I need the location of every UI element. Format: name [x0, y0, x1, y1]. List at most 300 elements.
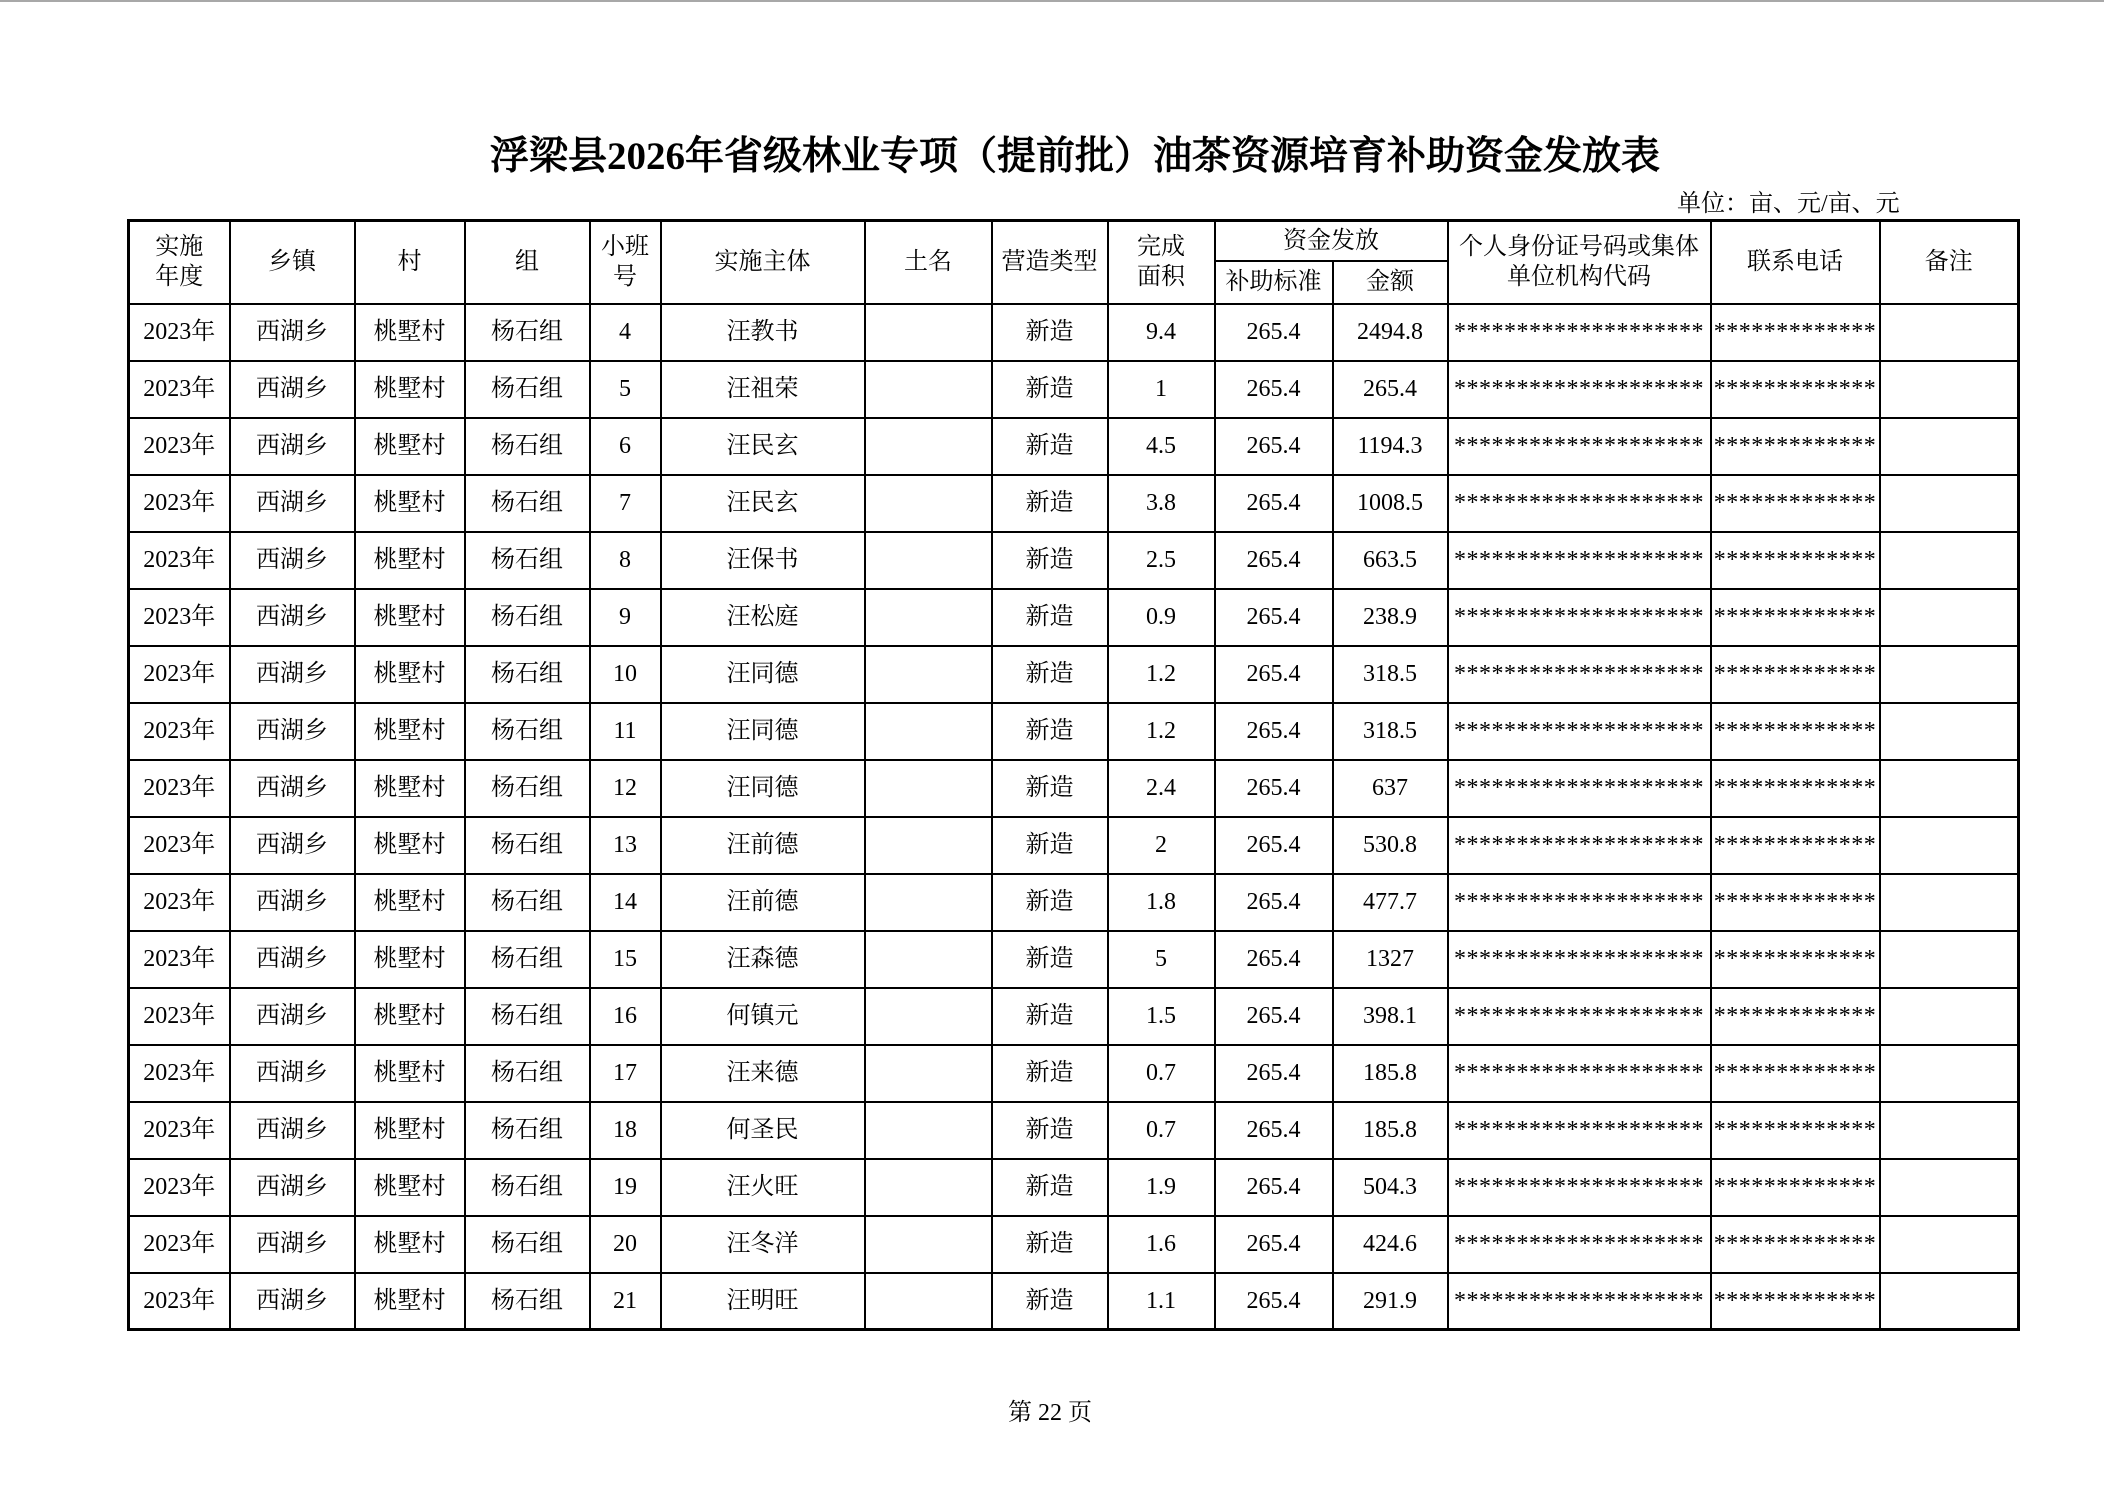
- cell-entity: 汪同德: [661, 646, 865, 703]
- cell-remark: [1880, 1045, 2019, 1102]
- cell-id-code: ********************: [1448, 1216, 1711, 1273]
- cell-standard: 265.4: [1215, 646, 1333, 703]
- cell-id-code: ********************: [1448, 532, 1711, 589]
- cell-entity: 汪民玄: [661, 475, 865, 532]
- cell-local-name: [865, 1159, 992, 1216]
- cell-year: 2023年: [129, 1273, 230, 1330]
- cell-entity: 汪同德: [661, 760, 865, 817]
- cell-group: 杨石组: [465, 1045, 590, 1102]
- cell-year: 2023年: [129, 646, 230, 703]
- cell-remark: [1880, 589, 2019, 646]
- cell-phone: *************: [1711, 532, 1880, 589]
- cell-year: 2023年: [129, 874, 230, 931]
- header-area-line: 完成: [1137, 234, 1185, 261]
- header-phone: 联系电话: [1711, 221, 1880, 304]
- cell-phone: *************: [1711, 361, 1880, 418]
- cell-type: 新造: [992, 874, 1108, 931]
- cell-amount: 530.8: [1333, 817, 1448, 874]
- cell-remark: [1880, 475, 2019, 532]
- cell-town: 西湖乡: [230, 703, 355, 760]
- cell-town: 西湖乡: [230, 304, 355, 361]
- cell-entity: 汪教书: [661, 304, 865, 361]
- header-group: 组: [465, 221, 590, 304]
- cell-id-code: ********************: [1448, 361, 1711, 418]
- header-year-line: 实施: [155, 234, 204, 261]
- cell-remark: [1880, 988, 2019, 1045]
- cell-entity: 汪保书: [661, 532, 865, 589]
- cell-village: 桃墅村: [355, 304, 465, 361]
- cell-year: 2023年: [129, 418, 230, 475]
- cell-entity: 何镇元: [661, 988, 865, 1045]
- cell-village: 桃墅村: [355, 1273, 465, 1330]
- table-row: [129, 931, 2019, 988]
- cell-standard: 265.4: [1215, 760, 1333, 817]
- cell-entity: 汪同德: [661, 703, 865, 760]
- cell-village: 桃墅村: [355, 589, 465, 646]
- cell-id-code: ********************: [1448, 646, 1711, 703]
- cell-village: 桃墅村: [355, 760, 465, 817]
- cell-plot: 9: [590, 589, 661, 646]
- cell-type: 新造: [992, 817, 1108, 874]
- cell-village: 桃墅村: [355, 988, 465, 1045]
- cell-group: 杨石组: [465, 874, 590, 931]
- cell-local-name: [865, 760, 992, 817]
- cell-type: 新造: [992, 532, 1108, 589]
- table-row: [129, 1045, 2019, 1102]
- cell-entity: 何圣民: [661, 1102, 865, 1159]
- cell-amount: 185.8: [1333, 1102, 1448, 1159]
- table-row: [129, 361, 2019, 418]
- cell-amount: 663.5: [1333, 532, 1448, 589]
- cell-year: 2023年: [129, 931, 230, 988]
- cell-remark: [1880, 703, 2019, 760]
- cell-village: 桃墅村: [355, 1159, 465, 1216]
- cell-group: 杨石组: [465, 646, 590, 703]
- cell-town: 西湖乡: [230, 532, 355, 589]
- table-row: [129, 646, 2019, 703]
- cell-entity: 汪明旺: [661, 1273, 865, 1330]
- cell-entity: 汪民玄: [661, 418, 865, 475]
- cell-plot: 13: [590, 817, 661, 874]
- cell-area: 1.8: [1108, 874, 1215, 931]
- cell-year: 2023年: [129, 361, 230, 418]
- cell-phone: *************: [1711, 988, 1880, 1045]
- cell-phone: *************: [1711, 1273, 1880, 1330]
- cell-remark: [1880, 361, 2019, 418]
- table-row: [129, 1216, 2019, 1273]
- cell-standard: 265.4: [1215, 874, 1333, 931]
- cell-remark: [1880, 304, 2019, 361]
- cell-town: 西湖乡: [230, 646, 355, 703]
- page-number: 第 22 页: [1008, 1400, 1092, 1426]
- cell-type: 新造: [992, 589, 1108, 646]
- cell-town: 西湖乡: [230, 817, 355, 874]
- cell-area: 2: [1108, 817, 1215, 874]
- cell-village: 桃墅村: [355, 1216, 465, 1273]
- cell-group: 杨石组: [465, 1273, 590, 1330]
- cell-amount: 637: [1333, 760, 1448, 817]
- header-village: 村: [355, 221, 465, 304]
- cell-plot: 6: [590, 418, 661, 475]
- cell-year: 2023年: [129, 1216, 230, 1273]
- cell-group: 杨石组: [465, 475, 590, 532]
- cell-town: 西湖乡: [230, 1159, 355, 1216]
- cell-remark: [1880, 532, 2019, 589]
- cell-plot: 8: [590, 532, 661, 589]
- cell-amount: 265.4: [1333, 361, 1448, 418]
- cell-area: 0.7: [1108, 1102, 1215, 1159]
- cell-local-name: [865, 589, 992, 646]
- cell-town: 西湖乡: [230, 1216, 355, 1273]
- cell-area: 1.6: [1108, 1216, 1215, 1273]
- header-plot: [590, 221, 661, 304]
- cell-type: 新造: [992, 1216, 1108, 1273]
- table-row: [129, 760, 2019, 817]
- table-header: [129, 221, 2019, 304]
- cell-type: 新造: [992, 1102, 1108, 1159]
- cell-plot: 7: [590, 475, 661, 532]
- cell-remark: [1880, 760, 2019, 817]
- cell-standard: 265.4: [1215, 418, 1333, 475]
- cell-year: 2023年: [129, 760, 230, 817]
- cell-group: 杨石组: [465, 988, 590, 1045]
- cell-village: 桃墅村: [355, 1045, 465, 1102]
- header-year: [129, 221, 230, 304]
- cell-plot: 20: [590, 1216, 661, 1273]
- cell-village: 桃墅村: [355, 1102, 465, 1159]
- header-standard: 补助标准: [1215, 261, 1333, 304]
- table-row: [129, 589, 2019, 646]
- cell-town: 西湖乡: [230, 988, 355, 1045]
- cell-town: 西湖乡: [230, 1273, 355, 1330]
- cell-local-name: [865, 1102, 992, 1159]
- cell-amount: 1008.5: [1333, 475, 1448, 532]
- cell-group: 杨石组: [465, 532, 590, 589]
- header-entity: 实施主体: [661, 221, 865, 304]
- cell-local-name: [865, 817, 992, 874]
- cell-phone: *************: [1711, 1159, 1880, 1216]
- page-edge-line: [0, 0, 2104, 2]
- cell-amount: 398.1: [1333, 988, 1448, 1045]
- cell-area: 1.2: [1108, 646, 1215, 703]
- subsidy-table: [127, 219, 2020, 1331]
- cell-phone: *************: [1711, 1045, 1880, 1102]
- cell-plot: 5: [590, 361, 661, 418]
- cell-area: 0.7: [1108, 1045, 1215, 1102]
- table-row: [129, 304, 2019, 361]
- cell-year: 2023年: [129, 475, 230, 532]
- cell-area: 1.5: [1108, 988, 1215, 1045]
- cell-amount: 1194.3: [1333, 418, 1448, 475]
- header-id-code-line: 个人身份证号码或集体: [1459, 234, 1699, 261]
- cell-plot: 11: [590, 703, 661, 760]
- cell-amount: 1327: [1333, 931, 1448, 988]
- cell-standard: 265.4: [1215, 1102, 1333, 1159]
- header-plot-line: 小班: [601, 234, 649, 261]
- cell-remark: [1880, 1273, 2019, 1330]
- cell-type: 新造: [992, 361, 1108, 418]
- cell-year: 2023年: [129, 1102, 230, 1159]
- cell-plot: 19: [590, 1159, 661, 1216]
- header-id-code-line: 单位机构代码: [1507, 264, 1651, 291]
- cell-type: 新造: [992, 646, 1108, 703]
- cell-type: 新造: [992, 304, 1108, 361]
- cell-type: 新造: [992, 703, 1108, 760]
- cell-id-code: ********************: [1448, 418, 1711, 475]
- cell-plot: 18: [590, 1102, 661, 1159]
- cell-local-name: [865, 418, 992, 475]
- table-row: [129, 532, 2019, 589]
- cell-local-name: [865, 1045, 992, 1102]
- cell-id-code: ********************: [1448, 931, 1711, 988]
- cell-year: 2023年: [129, 1045, 230, 1102]
- cell-village: 桃墅村: [355, 703, 465, 760]
- cell-id-code: ********************: [1448, 1102, 1711, 1159]
- cell-remark: [1880, 1216, 2019, 1273]
- cell-village: 桃墅村: [355, 418, 465, 475]
- cell-entity: 汪森德: [661, 931, 865, 988]
- cell-type: 新造: [992, 1273, 1108, 1330]
- cell-type: 新造: [992, 1045, 1108, 1102]
- cell-standard: 265.4: [1215, 1216, 1333, 1273]
- cell-phone: *************: [1711, 646, 1880, 703]
- unit-label: 单位：亩、元/亩、元: [1677, 191, 1900, 217]
- cell-standard: 265.4: [1215, 1273, 1333, 1330]
- cell-area: 1.1: [1108, 1273, 1215, 1330]
- cell-remark: [1880, 817, 2019, 874]
- cell-area: 3.8: [1108, 475, 1215, 532]
- cell-year: 2023年: [129, 304, 230, 361]
- cell-amount: 2494.8: [1333, 304, 1448, 361]
- cell-id-code: ********************: [1448, 874, 1711, 931]
- cell-group: 杨石组: [465, 304, 590, 361]
- cell-entity: 汪火旺: [661, 1159, 865, 1216]
- header-id-code: [1448, 221, 1711, 304]
- cell-type: 新造: [992, 1159, 1108, 1216]
- cell-id-code: ********************: [1448, 817, 1711, 874]
- cell-id-code: ********************: [1448, 475, 1711, 532]
- cell-village: 桃墅村: [355, 532, 465, 589]
- cell-local-name: [865, 361, 992, 418]
- cell-plot: 16: [590, 988, 661, 1045]
- cell-plot: 10: [590, 646, 661, 703]
- cell-year: 2023年: [129, 817, 230, 874]
- cell-standard: 265.4: [1215, 589, 1333, 646]
- cell-amount: 318.5: [1333, 703, 1448, 760]
- cell-phone: *************: [1711, 931, 1880, 988]
- cell-plot: 12: [590, 760, 661, 817]
- header-funds: 资金发放: [1215, 221, 1448, 261]
- table-row: [129, 988, 2019, 1045]
- cell-id-code: ********************: [1448, 703, 1711, 760]
- cell-remark: [1880, 1102, 2019, 1159]
- table-row: [129, 817, 2019, 874]
- cell-area: 2.5: [1108, 532, 1215, 589]
- cell-year: 2023年: [129, 532, 230, 589]
- cell-local-name: [865, 703, 992, 760]
- cell-standard: 265.4: [1215, 1159, 1333, 1216]
- cell-village: 桃墅村: [355, 817, 465, 874]
- cell-remark: [1880, 874, 2019, 931]
- cell-standard: 265.4: [1215, 361, 1333, 418]
- cell-group: 杨石组: [465, 418, 590, 475]
- cell-phone: *************: [1711, 418, 1880, 475]
- cell-id-code: ********************: [1448, 1159, 1711, 1216]
- cell-standard: 265.4: [1215, 1045, 1333, 1102]
- cell-type: 新造: [992, 760, 1108, 817]
- cell-amount: 318.5: [1333, 646, 1448, 703]
- cell-id-code: ********************: [1448, 589, 1711, 646]
- cell-standard: 265.4: [1215, 532, 1333, 589]
- cell-plot: 15: [590, 931, 661, 988]
- cell-group: 杨石组: [465, 1159, 590, 1216]
- cell-town: 西湖乡: [230, 1045, 355, 1102]
- cell-id-code: ********************: [1448, 304, 1711, 361]
- table-row: [129, 475, 2019, 532]
- cell-town: 西湖乡: [230, 874, 355, 931]
- cell-entity: 汪前德: [661, 874, 865, 931]
- cell-group: 杨石组: [465, 361, 590, 418]
- cell-entity: 汪前德: [661, 817, 865, 874]
- header-remark: 备注: [1880, 221, 2019, 304]
- cell-plot: 4: [590, 304, 661, 361]
- cell-remark: [1880, 418, 2019, 475]
- cell-entity: 汪来德: [661, 1045, 865, 1102]
- cell-town: 西湖乡: [230, 760, 355, 817]
- cell-group: 杨石组: [465, 1216, 590, 1273]
- cell-plot: 17: [590, 1045, 661, 1102]
- cell-standard: 265.4: [1215, 703, 1333, 760]
- cell-town: 西湖乡: [230, 361, 355, 418]
- cell-id-code: ********************: [1448, 988, 1711, 1045]
- header-year-line: 年度: [155, 264, 204, 291]
- cell-group: 杨石组: [465, 931, 590, 988]
- header-row: [129, 221, 2019, 261]
- header-area: [1108, 221, 1215, 304]
- cell-local-name: [865, 931, 992, 988]
- cell-id-code: ********************: [1448, 1273, 1711, 1330]
- table-row: [129, 1102, 2019, 1159]
- cell-phone: *************: [1711, 817, 1880, 874]
- cell-local-name: [865, 532, 992, 589]
- cell-area: 2.4: [1108, 760, 1215, 817]
- cell-year: 2023年: [129, 703, 230, 760]
- table-body: [129, 304, 2019, 1330]
- cell-phone: *************: [1711, 760, 1880, 817]
- cell-id-code: ********************: [1448, 760, 1711, 817]
- cell-plot: 14: [590, 874, 661, 931]
- cell-amount: 477.7: [1333, 874, 1448, 931]
- cell-local-name: [865, 304, 992, 361]
- cell-type: 新造: [992, 988, 1108, 1045]
- cell-local-name: [865, 475, 992, 532]
- cell-area: 1.9: [1108, 1159, 1215, 1216]
- cell-plot: 21: [590, 1273, 661, 1330]
- cell-phone: *************: [1711, 1216, 1880, 1273]
- header-amount: 金额: [1333, 261, 1448, 304]
- cell-area: 4.5: [1108, 418, 1215, 475]
- cell-id-code: ********************: [1448, 1045, 1711, 1102]
- header-local-name: 土名: [865, 221, 992, 304]
- cell-area: 5: [1108, 931, 1215, 988]
- cell-phone: *************: [1711, 874, 1880, 931]
- cell-standard: 265.4: [1215, 304, 1333, 361]
- cell-village: 桃墅村: [355, 475, 465, 532]
- cell-phone: *************: [1711, 475, 1880, 532]
- cell-phone: *************: [1711, 703, 1880, 760]
- cell-town: 西湖乡: [230, 931, 355, 988]
- cell-amount: 504.3: [1333, 1159, 1448, 1216]
- cell-local-name: [865, 874, 992, 931]
- cell-area: 1: [1108, 361, 1215, 418]
- cell-village: 桃墅村: [355, 931, 465, 988]
- cell-group: 杨石组: [465, 703, 590, 760]
- cell-village: 桃墅村: [355, 646, 465, 703]
- cell-amount: 291.9: [1333, 1273, 1448, 1330]
- table-row: [129, 1273, 2019, 1330]
- cell-group: 杨石组: [465, 1102, 590, 1159]
- cell-village: 桃墅村: [355, 361, 465, 418]
- cell-town: 西湖乡: [230, 1102, 355, 1159]
- cell-local-name: [865, 646, 992, 703]
- cell-remark: [1880, 646, 2019, 703]
- cell-area: 9.4: [1108, 304, 1215, 361]
- page-title: 浮梁县2026年省级林业专项（提前批）油茶资源培育补助资金发放表: [489, 135, 1661, 178]
- cell-standard: 265.4: [1215, 931, 1333, 988]
- cell-village: 桃墅村: [355, 874, 465, 931]
- cell-entity: 汪松庭: [661, 589, 865, 646]
- cell-group: 杨石组: [465, 589, 590, 646]
- cell-entity: 汪祖荣: [661, 361, 865, 418]
- header-type: 营造类型: [992, 221, 1108, 304]
- table-row: [129, 874, 2019, 931]
- cell-phone: *************: [1711, 304, 1880, 361]
- cell-town: 西湖乡: [230, 475, 355, 532]
- header-area-line: 面积: [1137, 264, 1185, 291]
- cell-group: 杨石组: [465, 760, 590, 817]
- cell-area: 0.9: [1108, 589, 1215, 646]
- cell-town: 西湖乡: [230, 589, 355, 646]
- cell-type: 新造: [992, 931, 1108, 988]
- cell-area: 1.2: [1108, 703, 1215, 760]
- cell-remark: [1880, 1159, 2019, 1216]
- cell-local-name: [865, 1273, 992, 1330]
- cell-amount: 424.6: [1333, 1216, 1448, 1273]
- table-row: [129, 1159, 2019, 1216]
- cell-type: 新造: [992, 475, 1108, 532]
- cell-standard: 265.4: [1215, 817, 1333, 874]
- cell-group: 杨石组: [465, 817, 590, 874]
- cell-year: 2023年: [129, 988, 230, 1045]
- table-row: [129, 703, 2019, 760]
- cell-phone: *************: [1711, 1102, 1880, 1159]
- cell-local-name: [865, 988, 992, 1045]
- cell-year: 2023年: [129, 589, 230, 646]
- cell-amount: 185.8: [1333, 1045, 1448, 1102]
- header-town: 乡镇: [230, 221, 355, 304]
- cell-town: 西湖乡: [230, 418, 355, 475]
- cell-year: 2023年: [129, 1159, 230, 1216]
- cell-local-name: [865, 1216, 992, 1273]
- cell-standard: 265.4: [1215, 988, 1333, 1045]
- cell-standard: 265.4: [1215, 475, 1333, 532]
- table-row: [129, 418, 2019, 475]
- cell-amount: 238.9: [1333, 589, 1448, 646]
- cell-type: 新造: [992, 418, 1108, 475]
- cell-remark: [1880, 931, 2019, 988]
- header-plot-line: 号: [613, 264, 637, 291]
- cell-entity: 汪冬洋: [661, 1216, 865, 1273]
